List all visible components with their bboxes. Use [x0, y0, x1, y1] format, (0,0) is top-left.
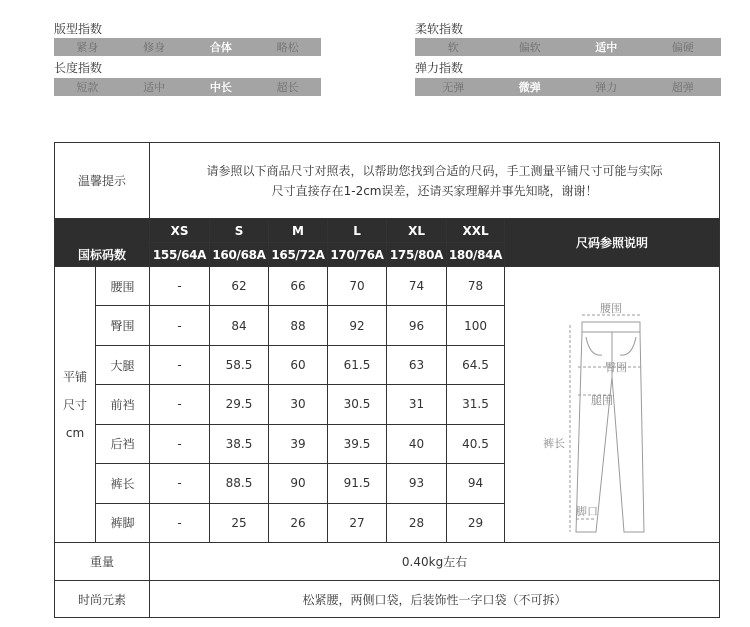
intl-code: 180/84A [447, 243, 505, 267]
measure-group-label: 平铺 尺寸 cm [55, 267, 96, 543]
row-label: 前裆 [96, 385, 150, 424]
size-s: S [210, 219, 269, 243]
diagram-label-hem: 脚口 [576, 505, 599, 518]
row-label: 裤脚 [96, 503, 150, 542]
row-label: 大腿 [96, 345, 150, 384]
intl-code: 165/72A [269, 243, 328, 267]
elasticity-option: 弹力 [595, 81, 618, 94]
pants-diagram [532, 267, 692, 542]
elasticity-index-title: 弹力指数 [415, 61, 464, 75]
intl-code: 160/68A [210, 243, 269, 267]
intl-code: 155/64A [150, 243, 210, 267]
table-row: 臀围 - 84 88 92 96 100 [55, 306, 720, 345]
diagram-label-thigh: 腿围 [591, 394, 614, 407]
size-xs: XS [150, 219, 210, 243]
length-option: 超长 [276, 81, 299, 94]
size-m: M [269, 219, 328, 243]
intl-code-label: 国标码数 [55, 243, 150, 267]
pants-outline [576, 322, 644, 532]
diagram-label-length: 裤长 [543, 437, 566, 450]
fit-option: 略松 [276, 41, 299, 54]
table-row: 裤长 - 88.5 90 91.5 93 94 [55, 464, 720, 503]
style-label: 时尚元素 [55, 581, 150, 618]
diagram-label-hip: 臀围 [605, 361, 628, 374]
length-option: 适中 [143, 81, 166, 94]
tips-row [55, 143, 720, 219]
elasticity-option: 微弹 [518, 81, 541, 94]
size-note-label: 尺码参照说明 [505, 219, 720, 267]
size-xl: XL [387, 219, 447, 243]
table-row: 大腿 - 58.5 60 61.5 63 64.5 [55, 345, 720, 384]
intl-code: 170/76A [328, 243, 387, 267]
intl-code: 175/80A [387, 243, 447, 267]
softness-option: 适中 [595, 41, 618, 54]
length-index-bar [54, 78, 321, 96]
row-label: 腰围 [96, 267, 150, 306]
diagram-label-waist: 腰围 [600, 302, 623, 315]
table-row: 裤脚 - 25 26 27 28 29 [55, 503, 720, 542]
softness-option: 偏软 [518, 41, 541, 54]
size-header-row [55, 219, 720, 243]
fit-option: 合体 [209, 41, 232, 54]
softness-index-title: 柔软指数 [415, 22, 464, 36]
tips-line-2: 尺寸直接存在1-2cm误差，还请买家理解并事先知晓，谢谢！ [271, 183, 598, 198]
tips-content [150, 143, 720, 219]
fit-index-title: 版型指数 [54, 22, 103, 36]
style-value: 松紧腰，两侧口袋，后装饰性一字口袋（不可拆） [150, 581, 720, 618]
fit-option: 修身 [143, 41, 166, 54]
row-label: 臀围 [96, 306, 150, 345]
weight-label: 重量 [55, 543, 150, 581]
table-row: 平铺 尺寸 cm 腰围 - 62 66 70 74 78 腰围 臀围 腿围 裤长 脚口 [55, 267, 720, 306]
softness-index-bar [415, 38, 721, 56]
table-row: 前裆 - 29.5 30 30.5 31 31.5 [55, 385, 720, 424]
table-row: 后裆 - 38.5 39 39.5 40 40.5 [55, 424, 720, 463]
length-option: 短款 [76, 81, 99, 94]
softness-option: 偏硬 [671, 41, 694, 54]
pants-diagram-cell [505, 267, 720, 543]
size-l: L [328, 219, 387, 243]
style-row [55, 581, 720, 618]
fit-option: 紧身 [76, 41, 99, 54]
measure-lines [570, 315, 642, 532]
weight-row [55, 543, 720, 581]
tips-label: 温馨提示 [55, 143, 150, 219]
tips-line-1: 请参照以下商品尺寸对照表，以帮助您找到合适的尺码，手工测量平铺尺寸可能与实际 [206, 163, 663, 178]
softness-option: 软 [447, 41, 459, 54]
elasticity-index-bar [415, 78, 721, 96]
elasticity-option: 无弹 [442, 81, 465, 94]
size-chart-table [54, 142, 720, 618]
length-option: 中长 [209, 81, 232, 94]
row-label: 后裆 [96, 424, 150, 463]
weight-value: 0.40kg左右 [150, 543, 720, 581]
length-index-title: 长度指数 [54, 61, 103, 75]
elasticity-option: 超弹 [671, 81, 694, 94]
fit-index-bar [54, 38, 321, 56]
size-xxl: XXL [447, 219, 505, 243]
row-label: 裤长 [96, 464, 150, 503]
